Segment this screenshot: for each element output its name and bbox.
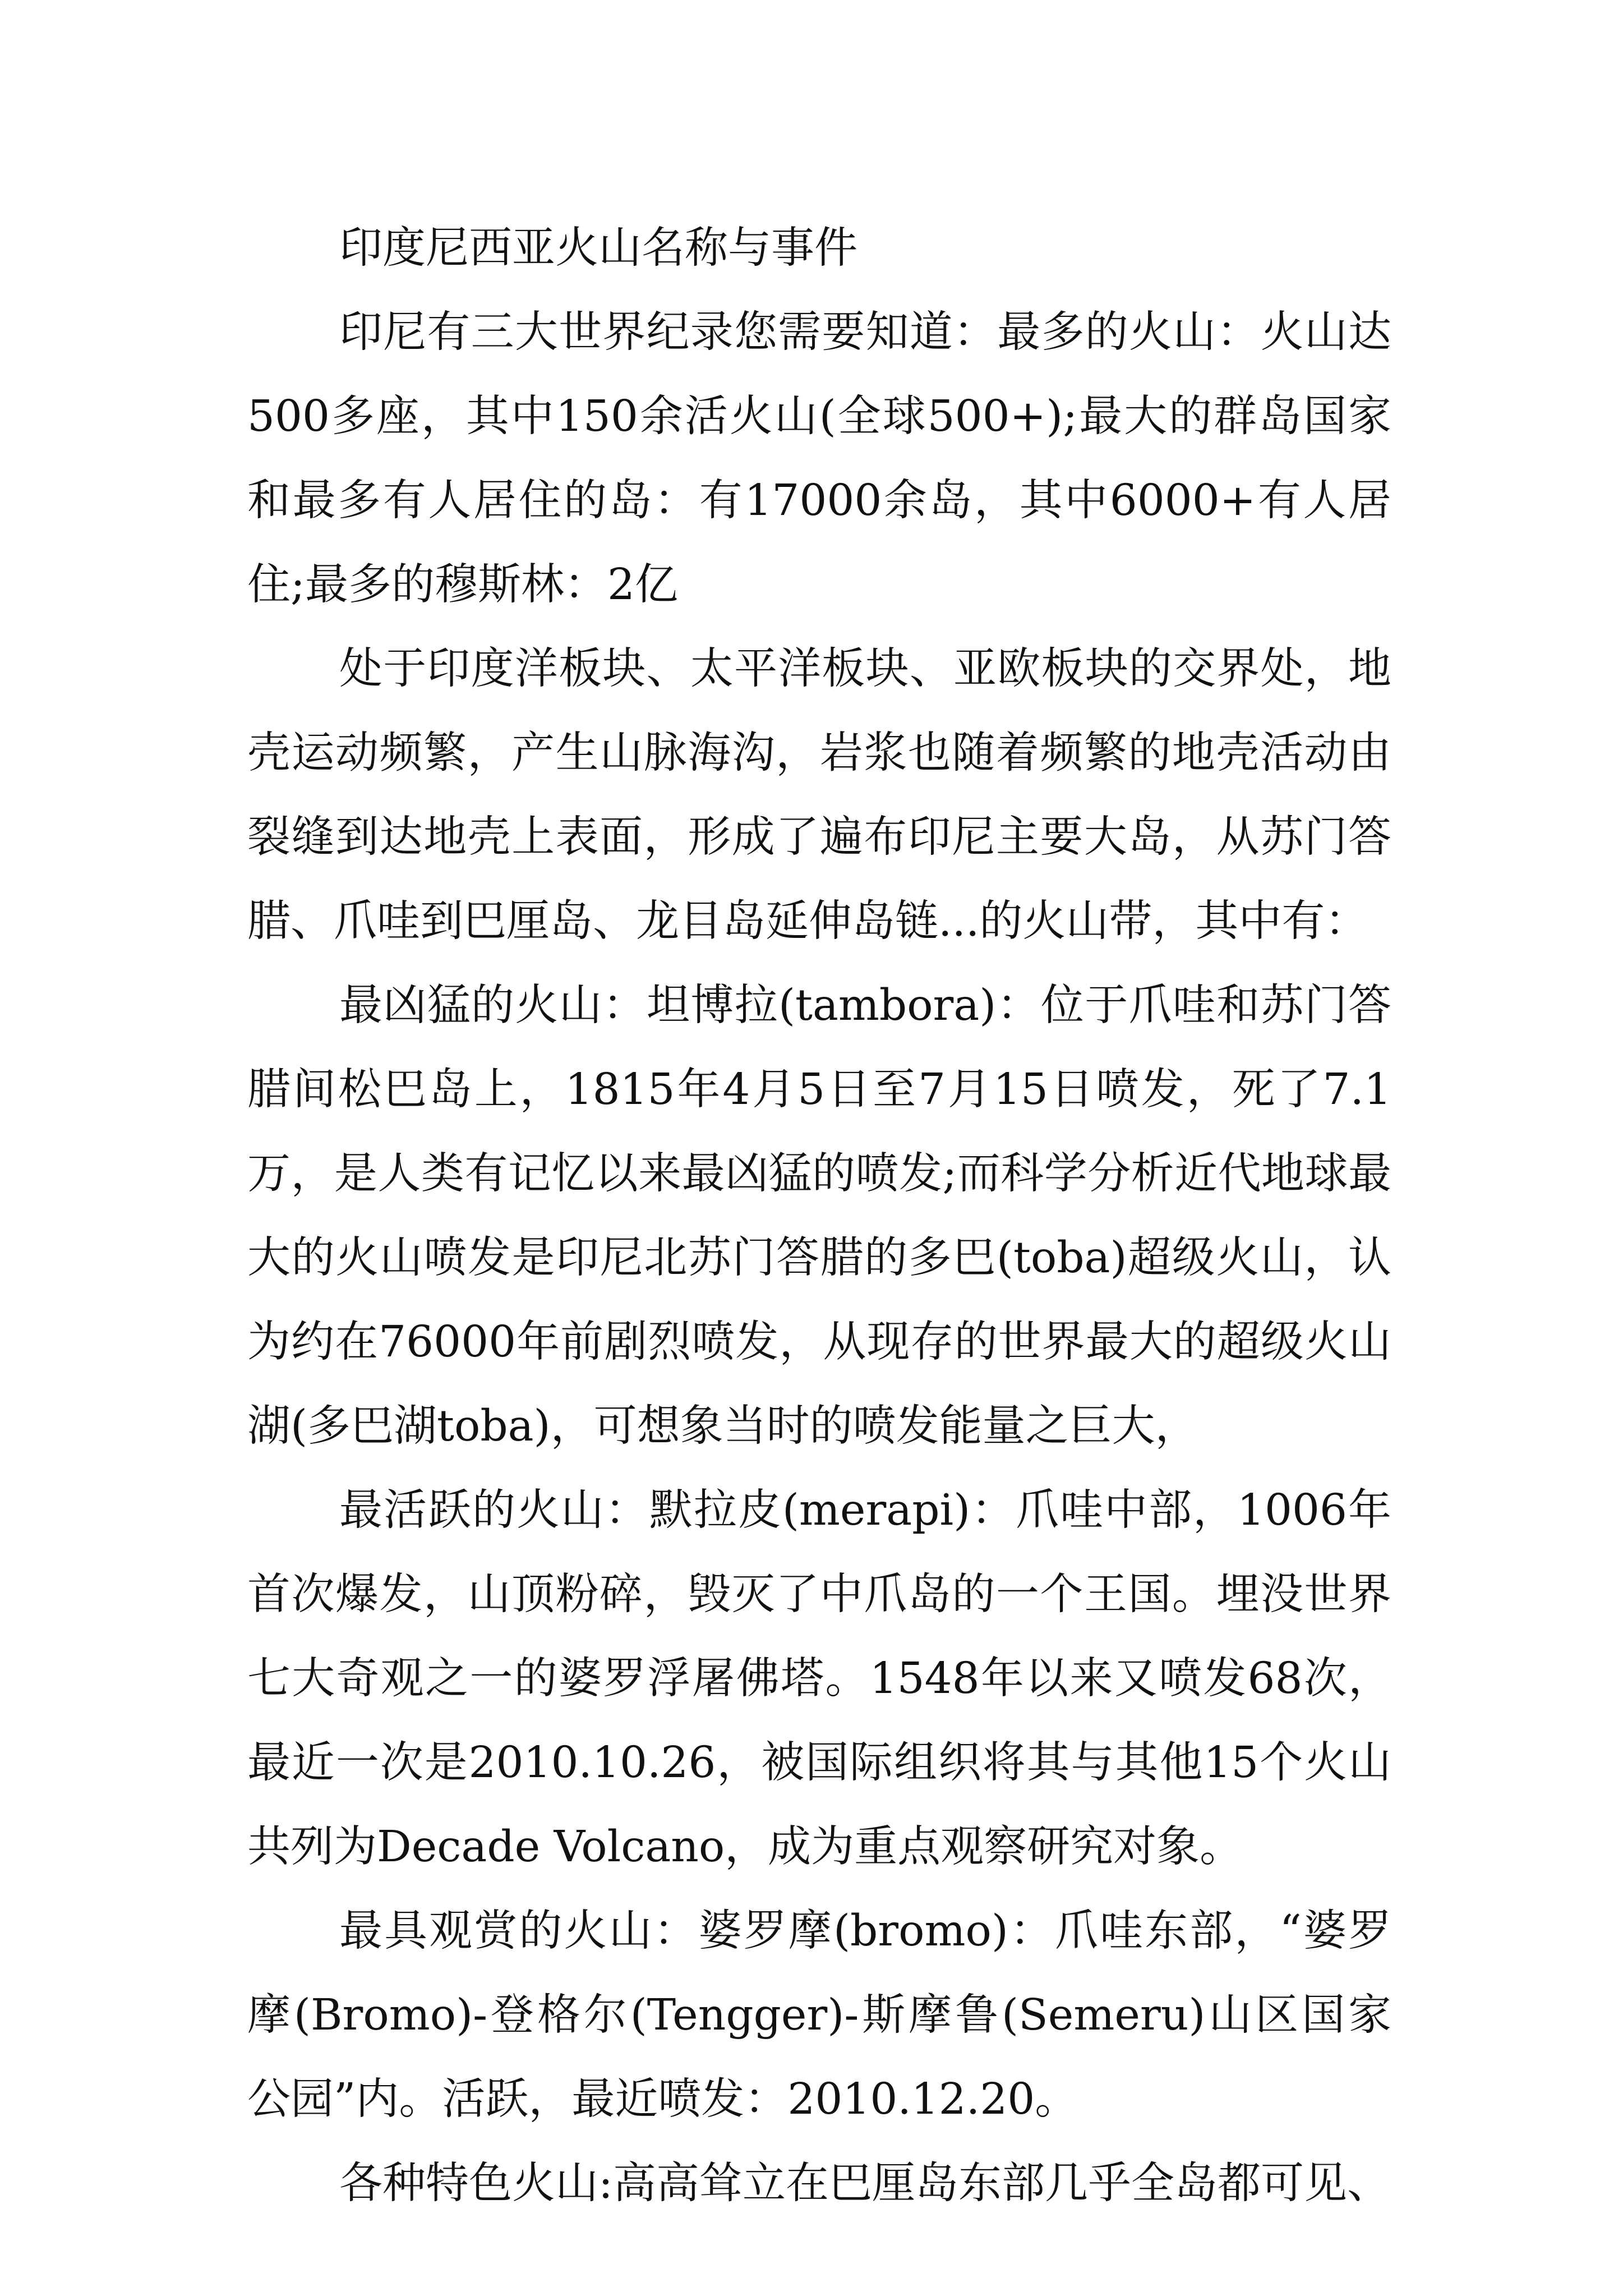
paragraph-special-volcanoes: 各种特色火山:高高耸立在巴厘岛东部几乎全岛都可见、 <box>339 2159 1390 2208</box>
paragraph-tambora-toba: 最凶猛的火山：坦博拉(tambora)：位于爪哇和苏门答腊间松巴岛上，1815年4月5日至7月15日喷发，死了7.1万，是人类有记忆以来最凶猛的喷发;而科学分析近代地球最大的火山喷发是印尼北苏门答腊的多巴(toba)超级火山，认为约在76000年前剧烈喷发，从现存的世界最大的超级火山湖(多巴湖toba)，可想象当时的喷发能量之巨大， <box>247 981 1391 1451</box>
document-title: 印度尼西亚火山名称与事件 <box>339 223 857 273</box>
document-body <box>247 206 1391 2226</box>
paragraph-merapi: 最活跃的火山：默拉皮(merapi)：爪哇中部，1006年首次爆发，山顶粉碎，毁灭了中爪岛的一个王国。埋没世界七大奇观之一的婆罗浮屠佛塔。1548年以来又喷发68次，最近一次是2010.10.26，被国际组织将其与其他15个火山共列为Decade Volcano，成为重点观察研究对象。 <box>247 1485 1391 1872</box>
paragraph-world-records: 印尼有三大世界纪录您需要知道：最多的火山：火山达500多座，其中150余活火山(全球500+);最大的群岛国家和最多有人居住的岛：有17000余岛，其中6000+有人居住;最多的穆斯林：2亿 <box>247 307 1391 610</box>
paragraph-bromo: 最具观赏的火山：婆罗摩(bromo)：爪哇东部，“婆罗摩(Bromo)-登格尔(Tengger)-斯摩鲁(Semeru)山区国家公园”内。活跃，最近喷发：2010.12.20。 <box>247 1906 1391 2124</box>
paragraph-tectonic-setting: 处于印度洋板块、太平洋板块、亚欧板块的交界处，地壳运动频繁，产生山脉海沟，岩浆也随着频繁的地壳活动由裂缝到达地壳上表面，形成了遍布印尼主要大岛，从苏门答腊、爪哇到巴厘岛、龙目岛延伸岛链...的火山带，其中有： <box>247 644 1391 946</box>
